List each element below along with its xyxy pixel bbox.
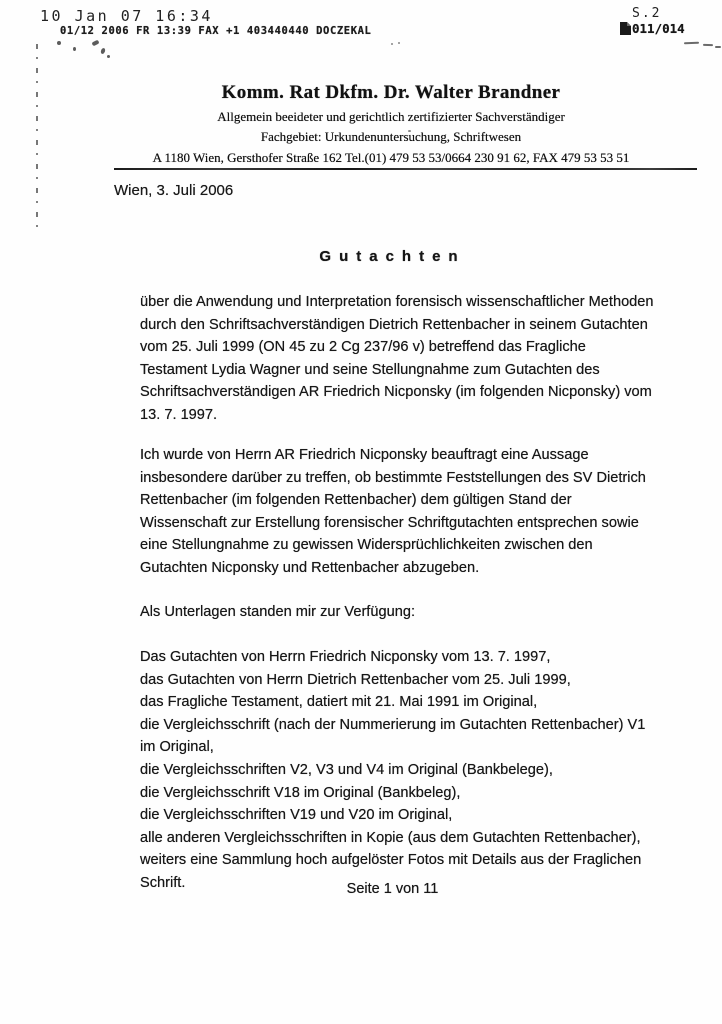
document-list-item: alle anderen Vergleichsschriften in Kopie (aus dem Gutachten Rettenbacher),	[140, 829, 641, 846]
document-list-item: das Gutachten von Herrn Dietrich Rettenbacher vom 25. Juli 1999,	[140, 671, 571, 688]
letterhead-address: A 1180 Wien, Gersthofer Straße 162 Tel.(01) 479 53 53/0664 230 91 62, FAX 479 53 53 51	[152, 149, 630, 165]
page-footer: Seite 1 von 11	[346, 881, 439, 897]
document-list-item: Das Gutachten von Herrn Friedrich Nicponsky vom 13. 7. 1997,	[140, 649, 551, 665]
fax-page-icon	[620, 21, 632, 36]
fax-page-counter-text: 011/014	[632, 21, 685, 36]
document-list-item: die Vergleichsschriften V19 und V20 im Original,	[140, 807, 453, 824]
scan-artifact-speck	[391, 43, 393, 45]
scan-artifact-smudge	[107, 55, 110, 58]
fax-page-counter	[620, 21, 685, 36]
scan-artifact-smudge	[100, 47, 106, 54]
scan-artifact-speck	[398, 42, 400, 44]
document-list-item: die Vergleichsschriften V2, V3 und V4 im Original (Bankbelege),	[140, 761, 553, 778]
letterhead-name: Komm. Rat Dkfm. Dr. Walter Brandner	[221, 82, 561, 103]
documents-heading: Als Unterlagen standen mir zur Verfügung:	[140, 604, 416, 620]
letterhead-certification: Allgemein beeideter und gerichtlich zertifizierter Sachverständiger	[217, 108, 565, 124]
scan-artifact-smudge	[57, 41, 61, 45]
scan-artifact-smudge	[91, 40, 99, 47]
document-list-item: das Fragliche Testament, datiert mit 21. Mai 1991 im Original,	[140, 694, 538, 711]
pen-mark	[703, 44, 713, 46]
fax-received-stamp: 10 Jan 07 16:34	[40, 7, 213, 25]
paragraph-commission: Ich wurde von Herrn AR Friedrich Nicponsky beauftragt eine Aussage insbesondere darüber zu treffen, ob bestimmte Feststellungen des SV Dietrich Rettenbacher (im folgenden Rettenbacher) dem gültigen Stand der Wissenschaft zur Erstellung forensischer Schriftgutachten entsprechen sowie eine Stellungnahme zu gewissen Widersprüchlichkeiten zwischen den Gutachten Nicponsky und Rettenbacher abzugeben.	[140, 447, 646, 576]
document-list-item: die Vergleichsschrift V18 im Original (Bankbeleg),	[140, 784, 461, 801]
pen-mark	[684, 42, 699, 45]
paragraph-intro: über die Anwendung und Interpretation forensisch wissenschaftlicher Methoden durch den Schriftsachverständigen Dietrich Rettenbacher in seinem Gutachten vom 25. Juli 1999 (ON 45 zu 2 Cg 237/96 v) betreffend das Fragliche Testament Lydia Wagner und seine Stellungnahme zum Gutachten des Schriftsachverständigen AR Friedrich Nicponsky (im folgenden Nicponsky) vom 13. 7. 1997.	[140, 294, 654, 423]
documents-list	[140, 646, 656, 895]
fax-transmission-line: 01/12 2006 FR 13:39 FAX +1 403440440 DOCZEKAL	[60, 25, 372, 37]
letterhead-specialty: Fachgebiet: Urkundenuntersuchung, Schriftwesen	[260, 129, 522, 144]
scan-artifact-smudge	[73, 47, 76, 51]
scan-artifact-margin-dashes	[36, 44, 38, 234]
document-list-item: die Vergleichsschrift (nach der Nummerierung im Gutachten Rettenbacher) V1 im Original,	[140, 716, 646, 756]
fax-page-number: S.2	[632, 6, 662, 21]
letterhead-divider	[114, 168, 697, 170]
document-list-item: weiters eine Sammlung hoch aufgelöster Fotos mit Details aus der Fraglichen Schrift.	[140, 852, 642, 891]
document-title: Gutachten	[319, 248, 466, 265]
pen-mark	[715, 46, 721, 48]
dateline: Wien, 3. Juli 2006	[114, 182, 234, 199]
letterhead	[60, 82, 722, 166]
